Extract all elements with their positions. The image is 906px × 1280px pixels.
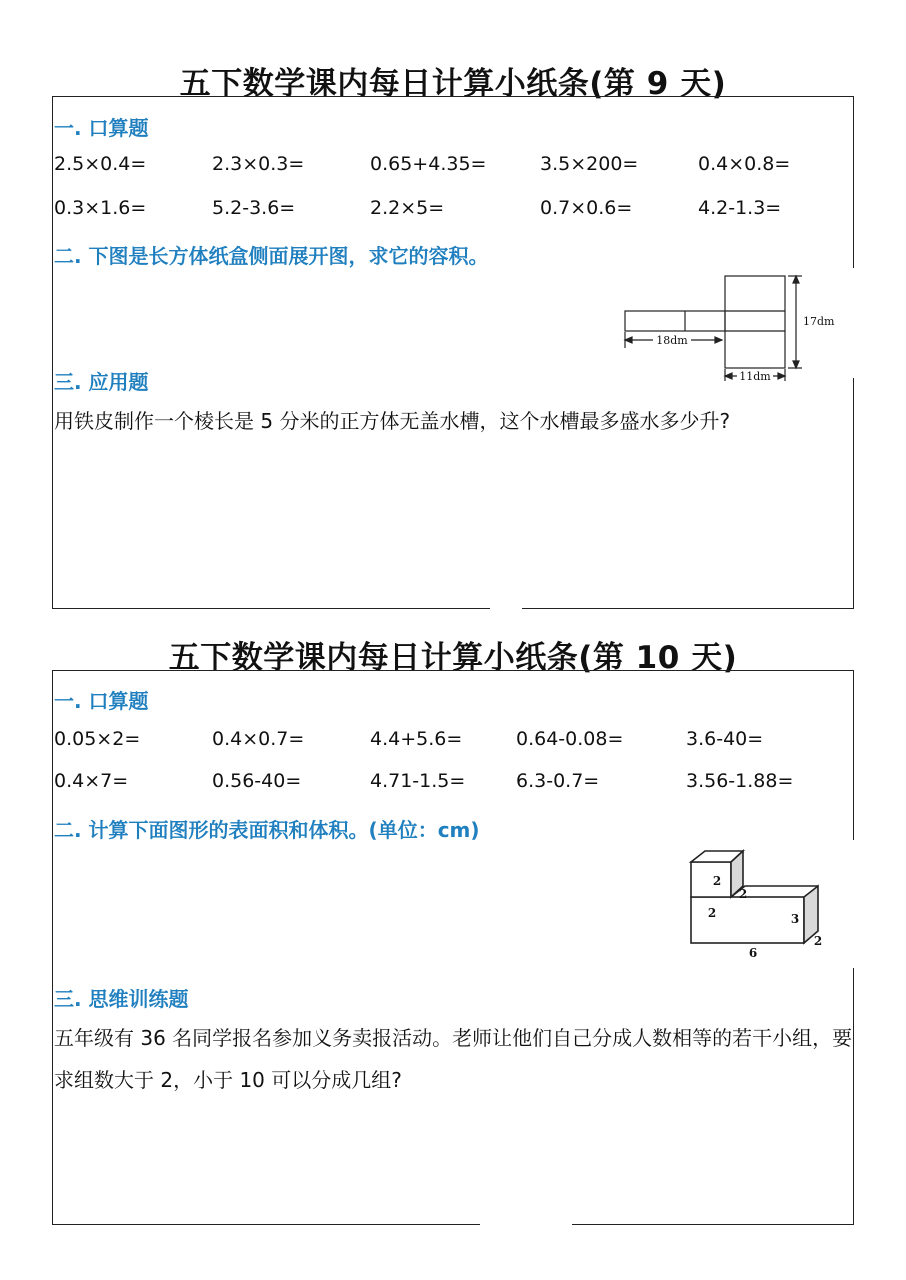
figure-label-length: 18dm bbox=[656, 334, 688, 347]
oral-item: 0.4×7= bbox=[54, 770, 129, 792]
oral-item: 2.3×0.3= bbox=[212, 153, 305, 175]
oral-item: 3.5×200= bbox=[540, 153, 639, 175]
border-gap bbox=[490, 602, 522, 612]
oral-item: 0.4×0.8= bbox=[698, 153, 791, 175]
oral-item: 0.3×1.6= bbox=[54, 197, 147, 219]
section-heading: 三. 应用题 bbox=[54, 370, 149, 394]
solid-figure bbox=[685, 845, 830, 965]
border-gap bbox=[480, 1218, 572, 1228]
figure-label-width: 11dm bbox=[739, 370, 771, 383]
oral-item: 0.7×0.6= bbox=[540, 197, 633, 219]
oral-item: 0.56-40= bbox=[212, 770, 302, 792]
oral-item: 6.3-0.7= bbox=[516, 770, 600, 792]
section-heading: 一. 口算题 bbox=[54, 689, 149, 713]
oral-item: 2.2×5= bbox=[370, 197, 445, 219]
oral-item: 4.71-1.5= bbox=[370, 770, 466, 792]
oral-item: 0.05×2= bbox=[54, 728, 141, 750]
oral-item: 4.4+5.6= bbox=[370, 728, 463, 750]
dim-base-width: 3 bbox=[790, 912, 800, 926]
oral-item: 0.4×0.7= bbox=[212, 728, 305, 750]
word-problem: 五年级有 36 名同学报名参加义务卖报活动。老师让他们自己分成人数相等的若干小组，要求组数大于 2，小于 10 可以分成几组? bbox=[54, 1026, 853, 1092]
page-title-day9: 五下数学课内每日计算小纸条(第 9 天) bbox=[179, 66, 727, 102]
border-gap bbox=[850, 840, 858, 968]
oral-item: 5.2-3.6= bbox=[212, 197, 296, 219]
oral-item: 2.5×0.4= bbox=[54, 153, 147, 175]
oral-item: 0.64-0.08= bbox=[516, 728, 624, 750]
oral-item: 0.65+4.35= bbox=[370, 153, 487, 175]
section-heading: 二. 计算下面图形的表面积和体积。(单位：cm) bbox=[54, 818, 480, 842]
oral-item: 3.6-40= bbox=[686, 728, 764, 750]
section-heading: 二. 下图是长方体纸盒侧面展开图，求它的容积。 bbox=[54, 244, 489, 268]
page-title-day10: 五下数学课内每日计算小纸条(第 10 天) bbox=[168, 640, 738, 676]
box-net-figure bbox=[620, 270, 835, 385]
dim-base-length: 6 bbox=[748, 946, 758, 960]
oral-item: 4.2-1.3= bbox=[698, 197, 782, 219]
dim-slope: 2 bbox=[738, 887, 748, 901]
section-heading: 三. 思维训练题 bbox=[54, 987, 189, 1011]
word-problem: 用铁皮制作一个棱长是 5 分米的正方体无盖水槽，这个水槽最多盛水多少升? bbox=[54, 409, 731, 433]
dim-base-height: 2 bbox=[707, 906, 717, 920]
section-heading: 一. 口算题 bbox=[54, 116, 149, 140]
dim-base-depth: 2 bbox=[813, 934, 823, 948]
oral-item: 3.56-1.88= bbox=[686, 770, 794, 792]
dim-cube-edge: 2 bbox=[712, 874, 722, 888]
figure-label-height: 17dm bbox=[803, 315, 835, 328]
border-gap bbox=[850, 268, 858, 378]
